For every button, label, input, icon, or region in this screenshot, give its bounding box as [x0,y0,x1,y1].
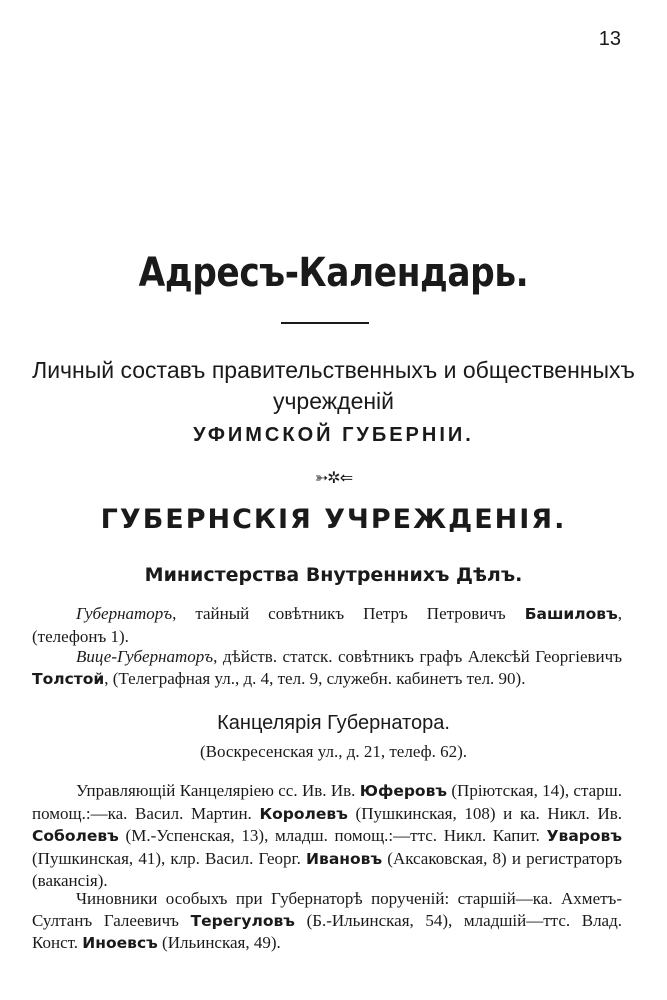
staff-name-3: Соболевъ [32,827,119,845]
staff-text-4: (М.-Успенская, 13), младш. помощ.:—ттс. Никл. Капит. [118,826,547,845]
ministry-heading: Министерства Внутреннихъ Дѣлъ. [144,564,523,586]
officials-text-3: (Ильинская, 49). [157,933,281,952]
staff-text-6: (Аксаковская, 8) и регистраторъ (вакансія). [32,848,622,890]
vice-governor-surname: Толстой [32,669,105,688]
vice-governor-rank: , дѣйств. статск. совѣтникъ графъ Алексѣй Георгіевичъ [213,647,622,666]
governor-role: Губернаторъ [76,604,173,623]
officials-paragraph [32,888,622,955]
staff-text-1: Управляющій Канцеляріею сс. Ив. Ив. [76,781,360,800]
page-number: 13 [598,28,621,50]
office-address: (Воскресенская ул., д. 21, телеф. 62). [199,742,468,761]
officials-name-2: Иноевсъ [82,934,158,952]
officials-text-1: Чиновники особыхъ при Губернаторѣ порученій: старшій—ка. Ахметъ-Султанъ Галеевичъ [32,889,622,930]
governor-rank: , тайный совѣтникъ Петръ Петровичъ [172,604,525,623]
staff-text-2: (Пріютская, 14), старш. помощ.:—ка. Васил. Мартин. [32,781,622,823]
staff-name-5: Ивановъ [306,849,383,868]
staff-paragraph [32,780,622,892]
staff-text-3: (Пушкинская, 108) и ка. Никл. Ив. [347,803,623,823]
vice-governor-role: Вице-Губернаторъ [76,647,214,666]
page-title: Адресъ-Календарь. [138,250,529,296]
governor-surname: Башиловъ [524,605,618,623]
section-heading: ГУБЕРНСКІЯ УЧРЕЖДЕНІЯ. [100,504,567,535]
ornament-divider: ➳✲⇐ [314,468,353,487]
vice-governor-entry [32,646,622,690]
officials-name-1: Терегуловъ [190,911,295,930]
subtitle-line-1: Личный составъ правительственныхъ и общественныхъ [32,357,635,383]
title-divider [281,322,369,324]
officials-text-2: (Б.-Ильинская, 54), младшій—ттс. Влад. Конст. [32,910,622,952]
governor-entry [32,603,622,647]
subtitle-line-2: учрежденій [272,388,395,414]
staff-text-5: (Пушкинская, 41), клр. Васил. Георг. [32,848,307,868]
staff-name-4: Уваровъ [546,827,622,845]
governor-tail: , (телефонъ 1). [32,604,622,646]
staff-name-2: Королевъ [259,804,348,823]
vice-governor-tail: , (Телеграфная ул., д. 4, тел. 9, служебн. кабинетъ тел. 90). [104,668,526,688]
staff-name-1: Юферовъ [359,782,448,800]
governorate-heading: УФИМСКОЙ ГУБЕРНІИ. [193,424,474,446]
office-title: Канцелярія Губернатора. [217,712,450,734]
